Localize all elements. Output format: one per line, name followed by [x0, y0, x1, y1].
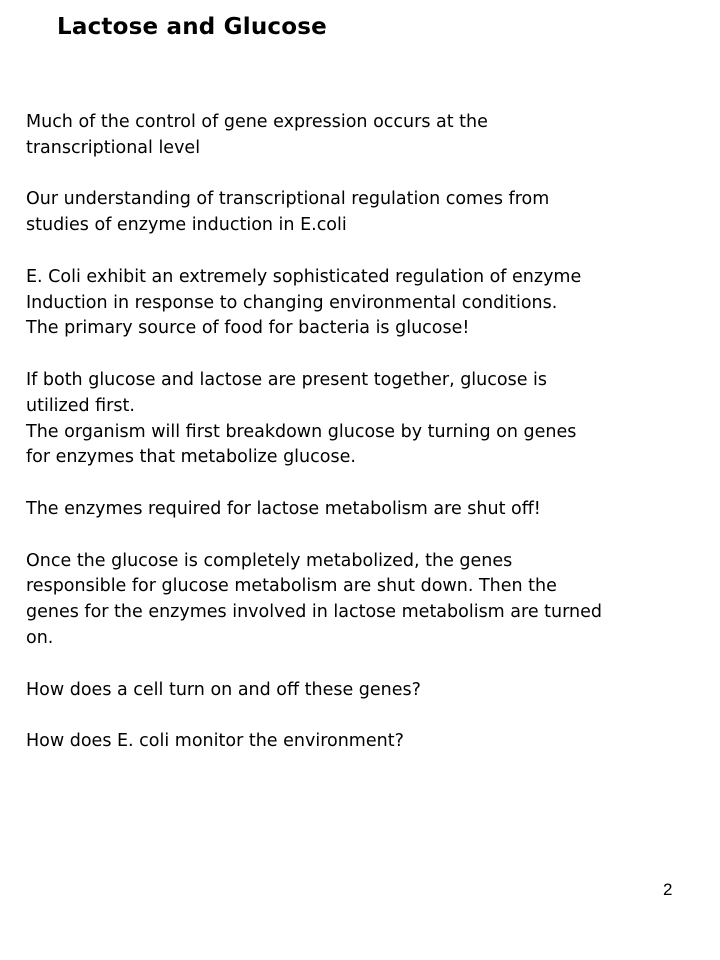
text-line: The organism will first breakdown glucose by turning on genes — [26, 421, 577, 442]
text-line: utilized first. — [26, 395, 135, 416]
text-line: genes for the enzymes involved in lactose metabolism are turned — [26, 602, 602, 623]
body-text — [26, 110, 716, 781]
text-line: Much of the control of gene expression occurs at the — [26, 112, 488, 132]
page-number: 2 — [663, 880, 673, 899]
paragraph-glucose-first — [26, 368, 716, 471]
paragraph-ecoli-regulation — [26, 265, 716, 342]
text-line: on. — [26, 627, 54, 648]
paragraph-enzyme-induction — [26, 187, 716, 239]
text-line: The primary source of food for bacteria is glucose! — [26, 318, 470, 339]
text-line: Induction in response to changing environmental conditions. — [26, 292, 558, 313]
text-line: If both glucose and lactose are present together, glucose is — [26, 369, 548, 390]
text-line: responsible for glucose metabolism are shut down. Then the — [26, 576, 557, 597]
paragraph-genes-switch — [26, 549, 716, 652]
text-line: How does E. coli monitor the environment? — [26, 731, 404, 752]
text-line: How does a cell turn on and off these genes? — [26, 679, 421, 700]
paragraph-lactose-shut-off — [26, 497, 716, 523]
text-line: Once the glucose is completely metabolized, the genes — [26, 550, 513, 571]
text-line: E. Coli exhibit an extremely sophisticated regulation of enzyme — [26, 266, 582, 287]
text-line: studies of enzyme induction in E.coli — [26, 215, 347, 236]
text-line: The enzymes required for lactose metabolism are shut off! — [26, 498, 541, 519]
text-line: Our understanding of transcriptional regulation comes from — [26, 189, 550, 210]
paragraph-transcription-control — [26, 110, 716, 162]
paragraph-question-genes — [26, 678, 716, 704]
text-line: transcriptional level — [26, 137, 201, 158]
paragraph-question-environment — [26, 729, 716, 755]
page-title: Lactose and Glucose — [57, 14, 327, 40]
text-line: for enzymes that metabolize glucose. — [26, 447, 356, 468]
